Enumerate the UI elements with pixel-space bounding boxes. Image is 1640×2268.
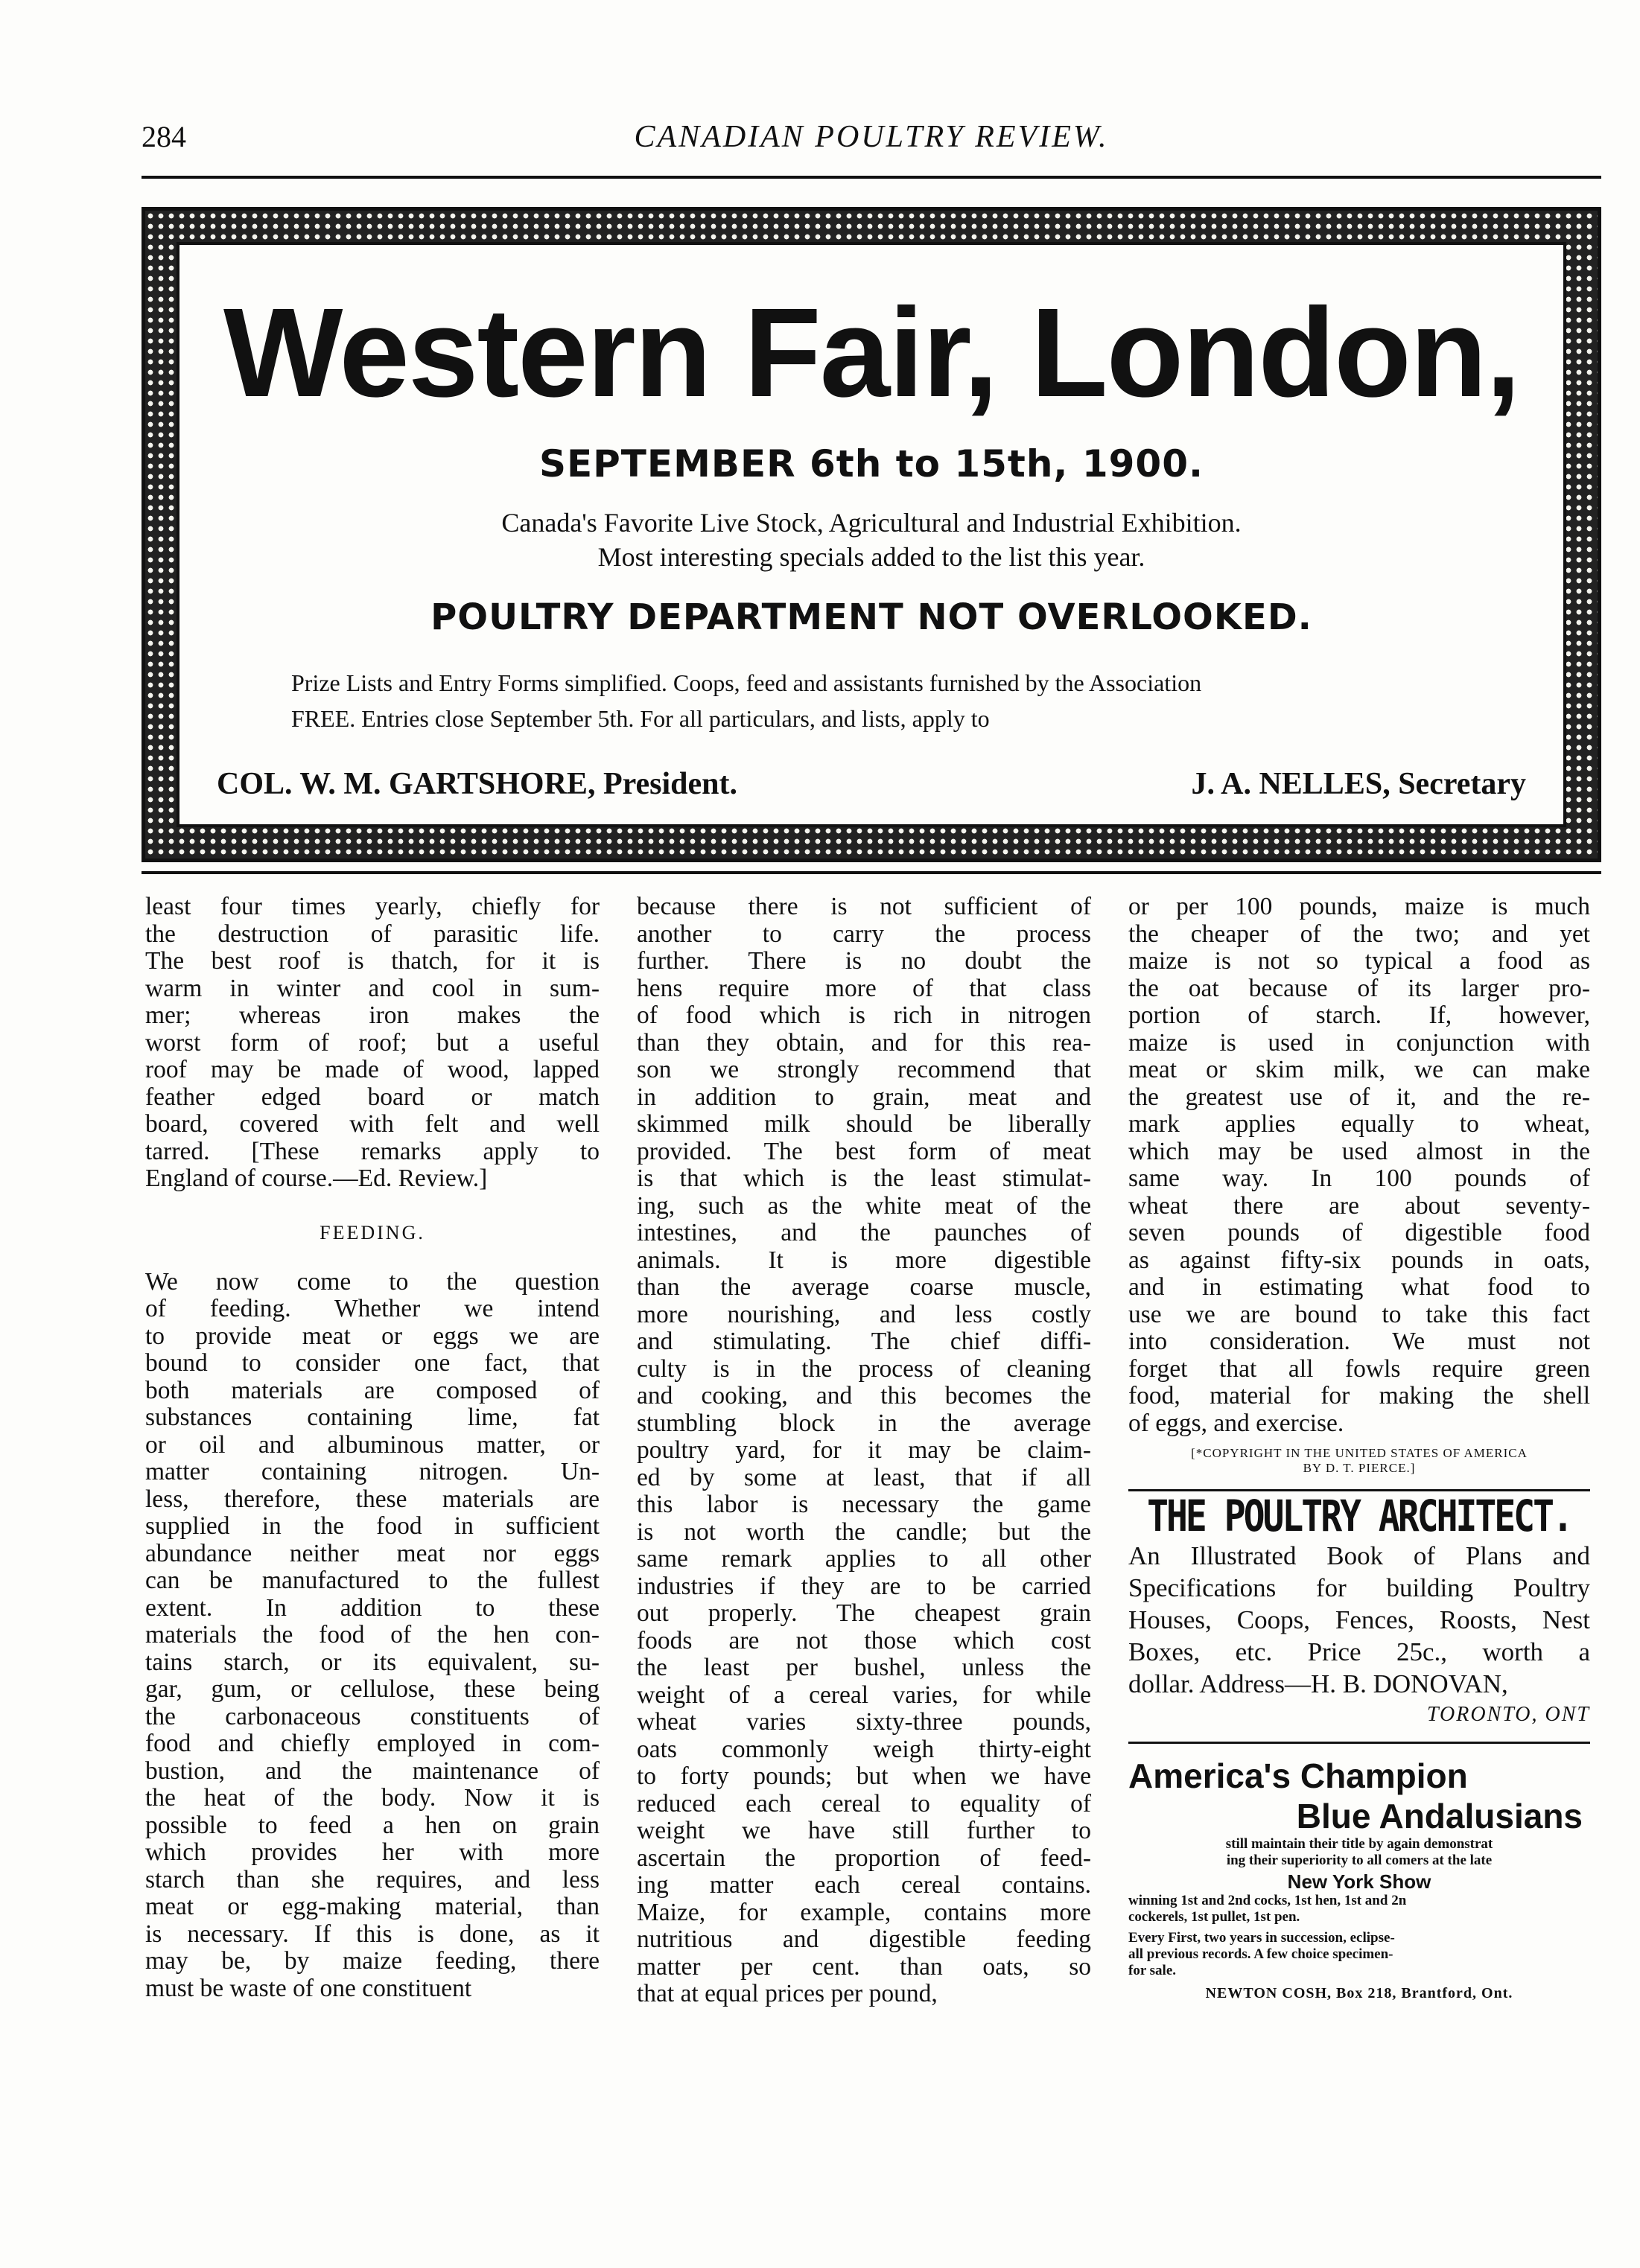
column-rule-2 [1128, 1742, 1590, 1744]
text-line: than they obtain, and for this rea- [637, 1028, 1091, 1057]
fair-dates: SEPTEMBER 6th to 15th, 1900. [539, 442, 1204, 485]
text-line: poultry yard, for it may be claim- [637, 1436, 1091, 1464]
text-line: food and chiefly employed in com- [145, 1730, 600, 1757]
feeding-heading: FEEDING. [320, 1221, 425, 1243]
text-line: possible to feed a hen on grain [145, 1811, 600, 1839]
col3-text [1128, 893, 1590, 1437]
text-line: maize is used in conjunction with [1128, 1028, 1590, 1057]
andalusian-intro-2: ing their superiority to all comers at the late [1226, 1853, 1493, 1868]
text-line: forget that all fowls require green [1128, 1354, 1590, 1383]
text-line: that at equal prices per pound, [637, 1980, 938, 2007]
text-line: wheat there are about seventy- [1128, 1191, 1590, 1220]
text-line: is necessary. If this is done, as it [145, 1920, 600, 1948]
text-line: weight of a cereal varies, for while [637, 1681, 1091, 1709]
text-line: the heat of the body. Now it is [145, 1784, 600, 1812]
architect-title: THE POULTRY ARCHITECT. [1147, 1491, 1571, 1542]
text-line: the destruction of parasitic life. [145, 920, 600, 948]
andalusian-record-2: all previous records. A few choice specimen- [1128, 1946, 1393, 1962]
article-column-1 [145, 893, 600, 2002]
text-line: animals. It is more digestible [637, 1246, 1091, 1274]
poultry-architect-advertisement [1128, 1491, 1590, 1728]
text-line: reduced each cereal to equality of [637, 1789, 1091, 1818]
text-line: of eggs, and exercise. [1128, 1409, 1344, 1437]
text-line: stumbling block in the average [637, 1409, 1091, 1437]
text-line: bound to consider one fact, that [145, 1349, 600, 1377]
text-line: than the average coarse muscle, [637, 1273, 1091, 1301]
text-line: ascertain the proportion of feed- [637, 1844, 1091, 1872]
col2-text [637, 893, 1091, 2008]
text-line: another to carry the process [637, 920, 1091, 948]
text-line: of food which is rich in nitrogen [637, 1001, 1091, 1029]
text-line: meat or skim milk, we can make [1128, 1056, 1590, 1083]
andalusian-record-1: Every First, two years in succession, eclipse- [1128, 1930, 1395, 1946]
architect-body [1128, 1540, 1590, 1700]
andalusian-details [1128, 1836, 1590, 2001]
text-line: An Illustrated Book of Plans and [1128, 1541, 1590, 1570]
text-line: or oil and albuminous matter, or [145, 1430, 600, 1459]
western-fair-advertisement [142, 207, 1601, 862]
text-line: Boxes, etc. Price 25c., worth a [1128, 1637, 1590, 1666]
text-line: in addition to grain, meat and [637, 1083, 1091, 1111]
text-line: less, therefore, these materials are [145, 1485, 600, 1513]
text-line: may be, by maize feeding, there [145, 1947, 600, 1975]
text-line: portion of starch. If, however, [1128, 1001, 1590, 1029]
text-line: tains starch, or its equivalent, su- [145, 1648, 600, 1676]
text-line: board, covered with felt and well [145, 1110, 600, 1138]
andalusian-intro-1: still maintain their title by again demonstrat [1225, 1836, 1493, 1852]
running-head [142, 119, 1601, 164]
col1-top-text [145, 893, 600, 1193]
text-line: ed by some at least, that if all [637, 1463, 1091, 1491]
text-line: extent. In addition to these [145, 1593, 600, 1622]
text-line: maize is not so typical a food as [1128, 947, 1590, 975]
text-line: seven pounds of digestible food [1128, 1219, 1590, 1246]
andalusian-advertisement [1128, 1756, 1590, 2001]
text-line: the oat because of its larger pro- [1128, 974, 1590, 1002]
copyright-line-2: BY D. T. PIERCE.] [1303, 1461, 1416, 1475]
text-line: substances containing lime, fat [145, 1404, 600, 1431]
text-line: worst form of roof; but a useful [145, 1028, 600, 1057]
andalusian-win-2: cockerels, 1st pullet, 1st pen. [1128, 1909, 1300, 1925]
text-line: same remark applies to all other [637, 1545, 1091, 1573]
fair-tagline: Canada's Favorite Live Stock, Agricultural and Industrial Exhibition. [501, 508, 1242, 538]
fair-entries-line: FREE. Entries close September 5th. For all particulars, and lists, apply to [291, 705, 990, 732]
text-line: bustion, and the maintenance of [145, 1756, 600, 1785]
text-line: mer; whereas iron makes the [145, 1001, 600, 1029]
text-line: the greatest use of it, and the re- [1128, 1083, 1590, 1111]
text-line: dollar. Address—H. B. DONOVAN, [1128, 1669, 1508, 1698]
text-line: industries if they are to be carried [637, 1572, 1091, 1600]
text-line: the cheaper of the two; and yet [1128, 920, 1590, 948]
article-column-3 [1128, 893, 1590, 2001]
andalusian-record-3: for sale. [1128, 1963, 1177, 1978]
text-line: can be manufactured to the fullest [145, 1567, 600, 1594]
text-line: gar, gum, or cellulose, these being [145, 1675, 600, 1703]
copyright-notice [1128, 1446, 1590, 1476]
text-line: oats commonly weigh thirty-eight [637, 1735, 1091, 1763]
text-line: and in estimating what food to [1128, 1273, 1590, 1301]
architect-city: TORONTO, ONT [1426, 1702, 1590, 1726]
text-line: more nourishing, and less costly [637, 1300, 1091, 1328]
text-line: We now come to the question [145, 1267, 600, 1296]
text-line: mark applies equally to wheat, [1128, 1110, 1590, 1138]
text-line: which provides her with more [145, 1838, 600, 1866]
fair-title: Western Fair, London, [223, 282, 1519, 424]
text-line: matter containing nitrogen. Un- [145, 1458, 600, 1485]
text-line: to forty pounds; but when we have [637, 1762, 1091, 1790]
journal-title: CANADIAN POULTRY REVIEW. [634, 120, 1109, 154]
header-rule [142, 176, 1601, 179]
text-line: wheat varies sixty-three pounds, [637, 1708, 1091, 1736]
text-line: warm in winter and cool in sum- [145, 974, 600, 1002]
text-line: to provide meat or eggs we are [145, 1322, 600, 1350]
text-line: the carbonaceous constituents of [145, 1702, 600, 1730]
andalusian-signature: NEWTON COSH, Box 218, Brantford, Ont. [1205, 1985, 1513, 2001]
text-line: ing matter each cereal contains. [637, 1871, 1091, 1899]
text-line: supplied in the food in sufficient [145, 1512, 600, 1540]
text-line: Maize, for example, contains more [637, 1898, 1091, 1926]
andalusian-win-1: winning 1st and 2nd cocks, 1st hen, 1st and 2n [1128, 1893, 1407, 1908]
copyright-line-1: [*COPYRIGHT IN THE UNITED STATES OF AMERICA [1191, 1446, 1528, 1460]
text-line: foods are not those which cost [637, 1626, 1091, 1654]
text-line: of feeding. Whether we intend [145, 1295, 600, 1322]
text-line: Specifications for building Poultry [1128, 1573, 1590, 1602]
text-line: is not worth the candle; but the [637, 1517, 1091, 1546]
text-line: Houses, Coops, Fences, Roosts, Nest [1128, 1605, 1590, 1634]
text-line: roof may be made of wood, lapped [145, 1056, 600, 1083]
page-number: 284 [142, 120, 186, 153]
andalusian-title-2: Blue Andalusians [1296, 1797, 1583, 1835]
text-line: use we are bound to take this fact [1128, 1300, 1590, 1328]
andalusian-title-1: America's Champion [1128, 1756, 1468, 1795]
text-line: is that which is the least stimulat- [637, 1165, 1091, 1192]
text-line: ing, such as the white meat of the [637, 1191, 1091, 1220]
text-line: both materials are composed of [145, 1376, 600, 1404]
text-line: the least per bushel, unless the [637, 1654, 1091, 1681]
text-line: further. There is no doubt the [637, 947, 1091, 975]
article-column-2 [637, 893, 1091, 2008]
text-line: hens require more of that class [637, 974, 1091, 1002]
text-line: skimmed milk should be liberally [637, 1110, 1091, 1138]
poultry-department-heading: POULTRY DEPARTMENT NOT OVERLOOKED. [430, 596, 1312, 638]
text-line: abundance neither meat nor eggs [145, 1539, 600, 1567]
text-line: weight we have still further to [637, 1817, 1091, 1844]
text-line: The best roof is thatch, for it is [145, 947, 600, 975]
text-line: provided. The best form of meat [637, 1137, 1091, 1165]
text-line: England of course.—Ed. Review.] [145, 1165, 488, 1192]
fair-secretary: J. A. NELLES, Secretary [1191, 767, 1526, 801]
text-line: nutritious and digestible feeding [637, 1925, 1091, 1953]
text-line: feather edged board or match [145, 1083, 600, 1111]
andalusian-show: New York Show [1287, 1870, 1431, 1893]
text-line: son we strongly recommend that [637, 1056, 1091, 1083]
text-line: out properly. The cheapest grain [637, 1599, 1091, 1627]
text-line: same way. In 100 pounds of [1128, 1165, 1590, 1192]
text-line: matter per cent. than oats, so [637, 1952, 1091, 1981]
text-line: this labor is necessary the game [637, 1491, 1091, 1518]
fair-specials: Most interesting specials added to the list this year. [597, 542, 1145, 572]
text-line: or per 100 pounds, maize is much [1128, 893, 1590, 920]
text-line: and cooking, and this becomes the [637, 1382, 1091, 1409]
text-line: into consideration. We must not [1128, 1328, 1590, 1355]
text-line: starch than she requires, and less [145, 1865, 600, 1893]
text-line: must be waste of one constituent [145, 1974, 472, 2002]
fair-prize-line: Prize Lists and Entry Forms simplified. Coops, feed and assistants furnished by the Association [291, 669, 1202, 696]
text-line: culty is in the process of cleaning [637, 1354, 1091, 1383]
text-line: tarred. [These remarks apply to [145, 1137, 600, 1165]
text-line: materials the food of the hen con- [145, 1621, 600, 1649]
text-line: as against fifty-six pounds in oats, [1128, 1246, 1590, 1274]
text-line: meat or egg-making material, than [145, 1893, 600, 1920]
text-line: least four times yearly, chiefly for [145, 893, 600, 920]
text-line: and stimulating. The chief diffi- [637, 1328, 1091, 1355]
advertisement-rule [142, 871, 1601, 874]
text-line: food, material for making the shell [1128, 1382, 1590, 1409]
col1-bottom-text [145, 1269, 600, 2003]
text-line: which may be used almost in the [1128, 1137, 1590, 1165]
advertisement-panel [177, 242, 1566, 827]
fair-president: COL. W. M. GARTSHORE, President. [217, 767, 737, 801]
text-line: because there is not sufficient of [637, 893, 1091, 920]
text-line: intestines, and the paunches of [637, 1219, 1091, 1246]
